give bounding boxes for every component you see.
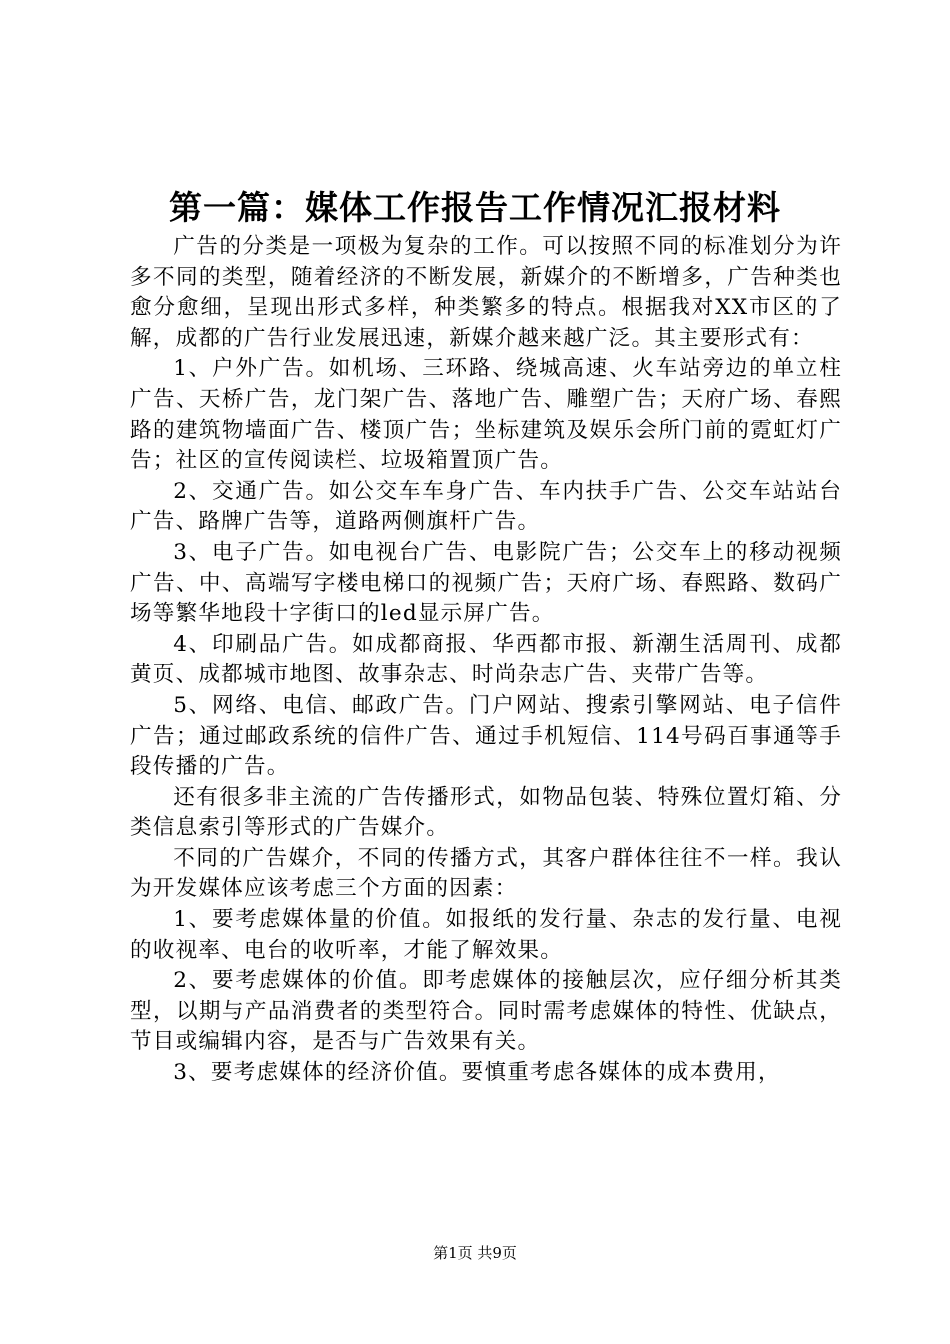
document-body: [130, 232, 842, 1089]
paragraph-factors-intro: 不同的广告媒介，不同的传播方式，其客户群体往往不一样。我认为开发媒体应该考虑三个方面的因素：: [130, 845, 842, 902]
paragraph-electronic-ads: 3、电子广告。如电视台广告、电影院广告；公交车上的移动视频广告、中、高端写字楼电梯口的视频广告；天府广场、春熙路、数码广场等繁华地段十字街口的led显示屏广告。: [130, 539, 842, 627]
paragraph-print-ads: 4、印刷品广告。如成都商报、华西都市报、新潮生活周刊、成都黄页、成都城市地图、故事杂志、时尚杂志广告、夹带广告等。: [130, 631, 842, 688]
paragraph-traffic-ads: 2、交通广告。如公交车车身广告、车内扶手广告、公交车站站台广告、路牌广告等，道路两侧旗杆广告。: [130, 478, 842, 535]
paragraph-factor-economic: 3、要考虑媒体的经济价值。要慎重考虑各媒体的成本费用，: [173, 1060, 781, 1086]
document-title: 第一篇：媒体工作报告工作情况汇报材料: [169, 188, 781, 227]
paragraph-factor-value: 2、要考虑媒体的价值。即考虑媒体的接触层次，应仔细分析其类型，以期与产品消费者的类型符合。同时需考虑媒体的特性、优缺点，节目或编辑内容，是否与广告效果有关。: [130, 968, 842, 1055]
paragraph-intro: 广告的分类是一项极为复杂的工作。可以按照不同的标准划分为许多不同的类型，随着经济的不断发展，新媒介的不断增多，广告种类也愈分愈细，呈现出形式多样，种类繁多的特点。根据我对XX市区的了解，成都的广告行业发展迅速，新媒介越来越广泛。其主要形式有：: [130, 234, 842, 351]
paragraph-network-ads: 5、网络、电信、邮政广告。门户网站、搜索引擎网站、电子信件广告；通过邮政系统的信件广告、通过手机短信、114号码百事通等手段传播的广告。: [130, 692, 842, 780]
page-footer: 第1页 共9页: [433, 1244, 517, 1262]
paragraph-other-forms: 还有很多非主流的广告传播形式，如物品包装、特殊位置灯箱、分类信息索引等形式的广告媒介。: [130, 784, 842, 841]
paragraph-outdoor-ads: 1、户外广告。如机场、三环路、绕城高速、火车站旁边的单立柱广告、天桥广告，龙门架广告、落地广告、雕塑广告；天府广场、春熙路的建筑物墙面广告、楼顶广告；坐标建筑及娱乐会所门前的霓虹灯广告；社区的宣传阅读栏、垃圾箱置顶广告。: [130, 356, 842, 474]
paragraph-factor-volume: 1、要考虑媒体量的价值。如报纸的发行量、杂志的发行量、电视的收视率、电台的收听率，才能了解效果。: [130, 907, 842, 963]
